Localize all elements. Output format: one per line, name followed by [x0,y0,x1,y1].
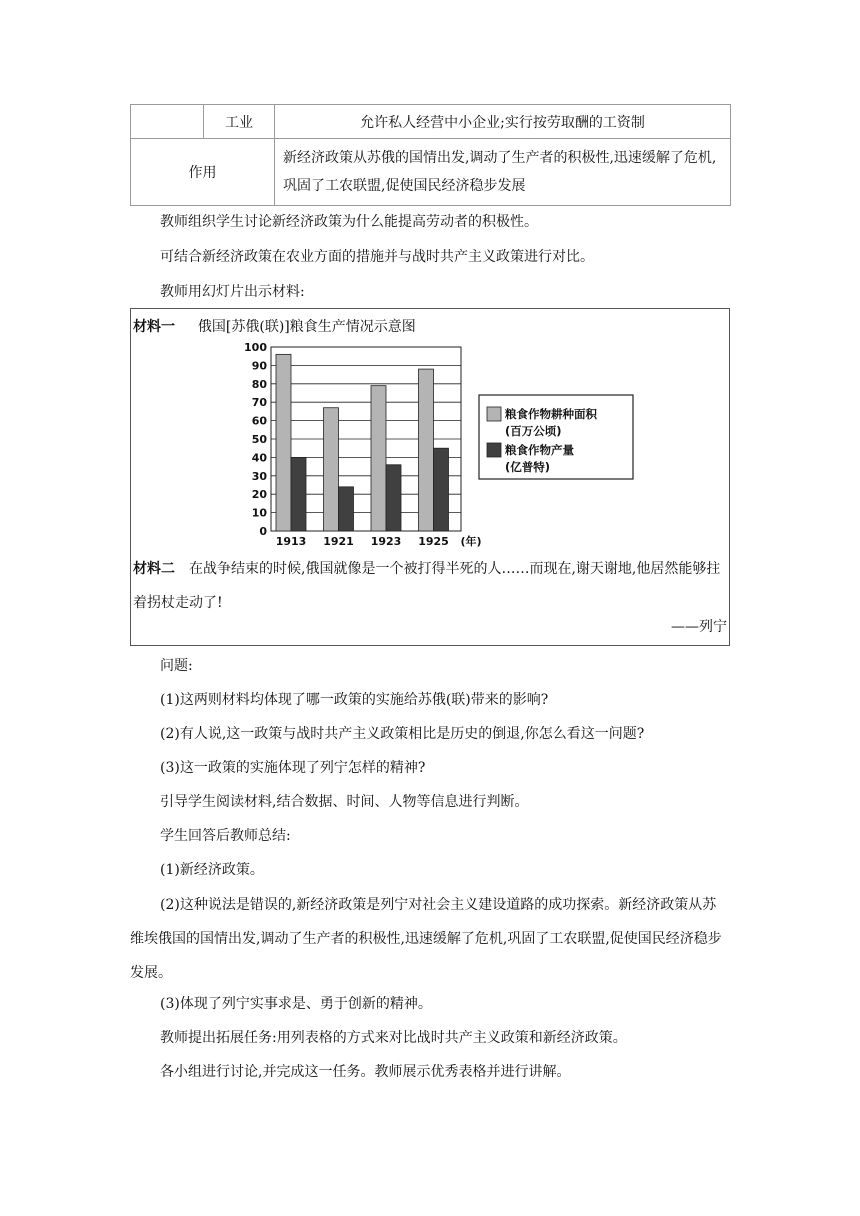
material2-attribution: ——列宁 [671,619,727,635]
legend-unit: (亿普特) [505,460,551,474]
table-cell-content: 新经济政策从苏俄的国情出发,调动了生产者的积极性,迅速缓解了危机,巩固了工农联盟,促使国民经济稳步发展 [275,139,731,206]
guide-paragraph: 引导学生阅读材料,结合数据、时间、人物等信息进行判断。 [160,794,529,810]
bar [371,386,386,531]
bar [434,448,449,531]
table-cell-category: 工业 [204,105,275,139]
material2-label: 材料二 [133,561,175,577]
x-axis-unit: (年) [460,535,482,548]
y-tick-label: 50 [251,433,267,446]
table-row [131,105,731,139]
questions-heading: 问题: [160,658,193,674]
question-item: (1)这两则材料均体现了哪一政策的实施给苏俄(联)带来的影响? [160,692,549,708]
y-tick-label: 70 [251,396,267,410]
y-tick-label: 20 [251,488,267,502]
legend-label: 粮食作物产量 [505,443,574,457]
paragraph: 教师用幻灯片出示材料: [160,284,305,300]
grain-production-chart [131,309,729,549]
answer-item: (2)这种说法是错误的,新经济政策是列宁对社会主义建设道路的成功探索。新经济政策从苏维埃俄国的国情出发,调动了生产者的积极性,迅速缓解了危机,巩固了工农联盟,促使国民经济稳步发展。 [130,897,722,981]
bar [419,369,434,531]
material-box [130,308,730,646]
closing-paragraph: 教师提出拓展任务:用列表格的方式来对比战时共产主义政策和新经济政策。 [160,1030,627,1046]
table-cell-empty [131,105,204,139]
bar [386,465,401,531]
y-tick-label: 30 [251,469,267,483]
bar [339,487,354,531]
y-tick-label: 60 [251,414,267,428]
question-item: (2)有人说,这一政策与战时共产主义政策相比是历史的倒退,你怎么看这一问题? [160,726,645,742]
chart-bars [276,354,449,531]
closing-paragraph: 各小组进行讨论,并完成这一任务。教师展示优秀表格并进行讲解。 [160,1064,571,1080]
x-tick-label: 1921 [323,535,354,548]
x-tick-label: 1923 [370,535,402,548]
y-tick-label: 90 [251,359,267,373]
material1-label: 材料一 [133,319,175,335]
chart-legend [479,395,633,479]
legend-unit: (百万公顷) [505,424,562,438]
y-tick-label: 40 [251,451,267,465]
table-cell-content: 允许私人经营中小企业;实行按劳取酬的工资制 [275,105,731,139]
x-tick-label: 1913 [275,535,307,548]
y-tick-label: 100 [244,341,267,354]
material1-title: 俄国[苏俄(联)]粮食生产情况示意图 [197,319,416,335]
legend-swatch [487,443,501,457]
x-tick-label: 1925 [418,535,449,548]
y-tick-label: 10 [251,506,267,520]
answer-item: (3)体现了列宁实事求是、勇于创新的精神。 [160,996,432,1012]
question-item: (3)这一政策的实施体现了列宁怎样的精神? [160,760,426,776]
bar [291,457,306,531]
summary-heading: 学生回答后教师总结: [160,828,291,844]
paragraph: 教师组织学生讨论新经济政策为什么能提高劳动者的积极性。 [160,214,538,230]
table-cell-label: 作用 [131,139,275,206]
answer-item: (1)新经济政策。 [160,862,264,878]
material2 [133,552,727,620]
bar [324,408,339,531]
policy-table [130,104,731,206]
table-row [131,139,731,206]
bar [276,354,291,531]
material2-text: 在战争结束的时候,俄国就像是一个被打得半死的人……而现在,谢天谢地,他居然能够拄着拐杖走动了! [133,561,721,611]
legend-swatch [487,407,501,421]
y-tick-label: 80 [251,377,267,391]
y-tick-label: 0 [259,525,267,538]
legend-label: 粮食作物耕种面积 [505,407,597,421]
paragraph: 可结合新经济政策在农业方面的措施并与战时共产主义政策进行对比。 [160,249,594,265]
